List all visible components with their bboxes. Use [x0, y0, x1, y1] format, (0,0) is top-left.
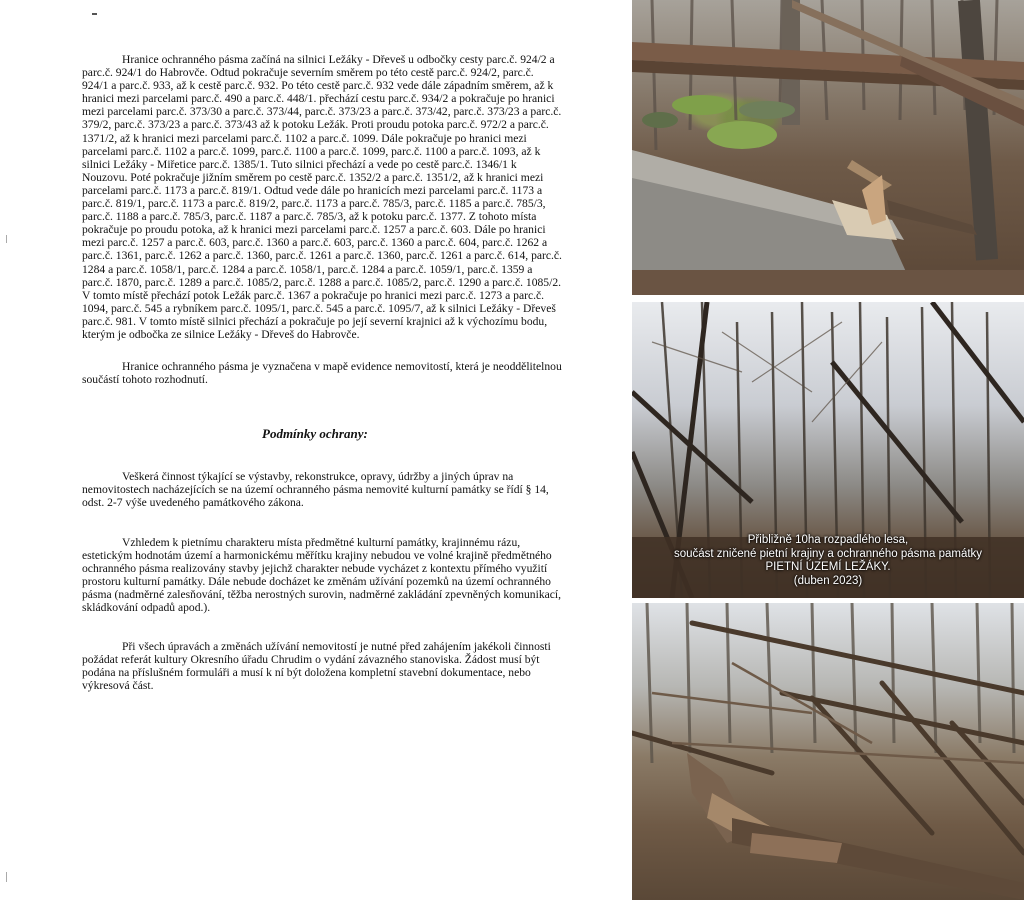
- caption-line-1: Přibližně 10ha rozpadlého lesa,: [747, 534, 909, 546]
- document-text: [82, 53, 562, 692]
- scan-edge-mark: [6, 872, 7, 882]
- conditions-paragraph-3: Při všech úpravách a změnách užívání nemovitostí je nutné před zahájením jakékoli činnosti požádat referát kultury Okresního úřadu Chrudim o vydání závazného stanoviska. Žádost musí být podána na příslušném formuláři a musí k ní být doložena kompletní stavební dokumentace, nebo výkresová část.: [82, 640, 551, 693]
- caption-line-2: součást zničené pietní krajiny a ochranného pásma památky: [673, 547, 983, 560]
- conditions-heading: Podmínky ochrany:: [262, 426, 368, 442]
- caption-line-4: (duben 2023): [793, 574, 863, 587]
- forest-photo-1-drawing: [632, 0, 1024, 295]
- map-paragraph: Hranice ochranného pásma je vyznačena v mapě evidence nemovitostí, která je neoddělitelnou součástí tohoto rozhodnutí.: [82, 360, 562, 387]
- conditions-paragraph-1: Veškerá činnost týkající se výstavby, rekonstrukce, opravy, údržby a jiných úprav na nemovitostech nacházejících se na území ochranného pásma nemovité kulturní památky se řídí § 14, odst. 2-7 výše uvedeného památkového zákona.: [82, 470, 549, 510]
- boundary-paragraph: Hranice ochranného pásma začíná na silnici Ležáky - Dřeveš u odbočky cesty parc.č. 924/2 a parc.č. 924/1 do Habrovče. Odtud pokračuje severním směrem po této cestě parc.č. 924/2, parc.č. 924/1 a parc.č. 933, až k cestě parc.č. 932. Po této cestě parc.č. 932 vede dále západním směrem, až k hranici mezi parcelami parc.č. 490 a parc.č. 448/1. přechází cestu parc.č. 934/2 a pokračuje po hranici mezi parcelami parc.č. 373/30 a parc.č. 373/44, parc.č. 373/23 a parc.č. 373/42, parc.č. 373/23 a parc.č. 379/2, parc.č. 373/23 a parc.č. 373/43 až k potoku Ležák. Proti proudu potoka parc.č. 972/2 a parc.č. 1371/2, až k hranici mezi parcelami parc.č. 1102 a parc.č. 1099. Dále pokračuje po hranici mezi parcelami parc.č. 1102 a parc.č. 1099, parc.č. 1100 a parc.č. 1099, parc.č. 1100 a parc.č. 1093, až k silnici Ležáky - Miřetice parc.č. 1385/1. Tuto silnici přechází a vede po cestě parc.č. 1346/1 k Nouzovu. Poté pokračuje jižním směrem po cestě parc.č. 1352/2 a parc.č. 1351/2, až k hranici mezi parcelami parc.č. 1173 a parc.č. 819/1. Odtud vede dále po hranicích mezi parcelami parc.č. 1173 a parc.č. 819/1, parc.č. 1173 a parc.č. 819/2, parc.č. 1173 a parc.č. 785/3, parc.č. 1185 a parc.č. 785/3, parc.č. 1188 a parc.č. 785/3, parc.č. 1187 a parc.č. 785/3, až k potoku parc.č. 1377. Z tohoto místa pokračuje po proudu potoka, až k hranici mezi parcelami parc.č. 1257 a parc.č. 603. Dále po hranici mezi parc.č. 1257 a parc.č. 603, parc.č. 1360 a parc.č. 603, parc.č. 1360 a parc.č. 604, parc.č. 1262 a parc.č. 1361, parc.č. 1262 a parc.č. 1360, parc.č. 1261 a parc.č. 1360, parc.č. 1261 a parc.č. 614, parc.č. 1284 a parc.č. 1058/1, parc.č. 1284 a parc.č. 1058/1, parc.č. 1284 a parc.č. 1059/1, parc.č. 1359 a parc.č. 1870, parc.č. 1289 a parc.č. 1085/2, parc.č. 1288 a parc.č. 1085/2, parc.č. 1290 a parc.č. 1085/2. V tomto místě přechází potok Ležák parc.č. 1367 a pokračuje po hranici mezi parc.č. 1273 a parc.č. 1094, parc.č. 545 a rybníkem parc.č. 1095/1, parc.č. 545 a parc.č. 1095/7, až k silnici Ležáky - Dřeveš parc.č. 981. V tomto místě silnici přechází a pokračuje po její severní krajnici až k výchozímu bodu, kterým je odbočka ze silnice Ležáky - Dřeveš do Habrovče.: [82, 53, 562, 341]
- forest-photo-3: [632, 603, 1024, 900]
- photo-caption: [632, 534, 1024, 588]
- caption-line-3: PIETNÍ ÚZEMÍ LEŽÁKY.: [765, 561, 891, 573]
- scan-edge-mark: [6, 235, 7, 243]
- forest-photo-2: [632, 302, 1024, 598]
- scan-mark: [92, 13, 97, 15]
- forest-photo-3-drawing: [632, 603, 1024, 900]
- forest-photo-1: [632, 0, 1024, 295]
- conditions-paragraph-2: Vzhledem k pietnímu charakteru místa předmětné kulturní památky, krajinnému rázu, estetickým hodnotám území a harmonickému měřítku krajiny nebudou ve volné krajině předmětného ochranného pásma realizovány stavby jejichž charakter nebude vycházet z kontextu přímého využití prostoru kulturní památky. Dále nebude docházet ke změnám užívání pozemků na území ochranného pásma (nadměrné zalesňování, těžba nerostných surovin, nadměrné zakládání zpevněných komunikací, skládkování odpadů apod.).: [82, 535, 562, 614]
